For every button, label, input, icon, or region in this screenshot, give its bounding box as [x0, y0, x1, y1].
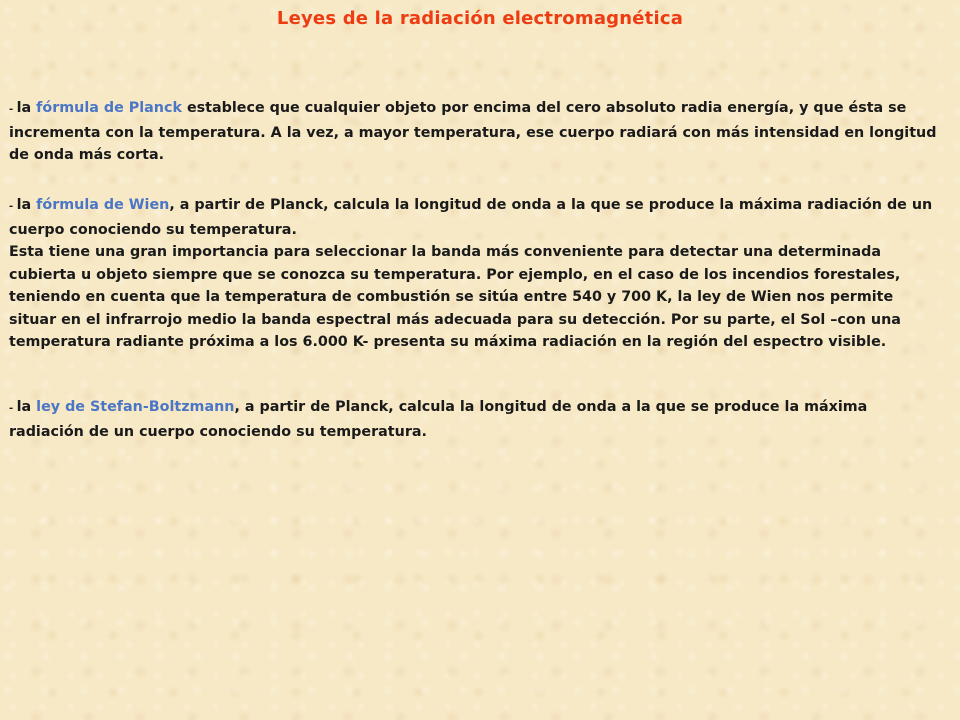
wien-explanation-paragraph	[9, 241, 939, 354]
bullet-dash: -	[9, 104, 17, 115]
bullet-dash: -	[9, 201, 17, 212]
paragraph-prefix: la	[16, 399, 37, 415]
paragraph-text: establece que cualquier objeto por encima del cero absoluto radia energía, y que ésta se incrementa con la temperatura. A la vez, a mayor temperatura, ese cuerpo radiará con más intensidad en longitud de onda más corta.	[9, 100, 937, 163]
stefan-boltzmann-law-link[interactable]: ley de Stefan-Boltzmann	[36, 399, 235, 415]
wien-paragraph	[9, 194, 939, 241]
paragraph-text: , a partir de Planck, calcula la longitud de onda a la que se produce la máxima radiación de un cuerpo conociendo su temperatura.	[9, 197, 933, 238]
paragraph-text: , a partir de Planck, calcula la longitud de onda a la que se produce la máxima radiación de un cuerpo conociendo su temperatura.	[9, 399, 868, 440]
paragraph-prefix: la	[16, 100, 37, 116]
paragraph-text: Esta tiene una gran importancia para seleccionar la banda más conveniente para detectar una determinada cubierta u objeto siempre que se conozca su temperatura. Por ejemplo, en el caso de los incendios forestales, teniendo en cuenta que la temperatura de combustión se sitúa entre 540 y 700 K, la ley de Wien nos permite situar en el infrarrojo medio la banda espectral más adecuada para su detección. Por su parte, el Sol –con una temperatura radiante próxima a los 6.000 K- presenta su máxima radiación en la región del espectro visible.	[9, 244, 901, 350]
slide-title: Leyes de la radiación electromagnética	[276, 8, 684, 29]
planck-paragraph	[9, 97, 939, 167]
planck-formula-link[interactable]: fórmula de Planck	[36, 100, 182, 116]
wien-formula-link[interactable]: fórmula de Wien	[36, 197, 170, 213]
stefan-boltzmann-paragraph	[9, 396, 939, 443]
paragraph-prefix: la	[16, 197, 37, 213]
bullet-dash: -	[9, 403, 17, 414]
